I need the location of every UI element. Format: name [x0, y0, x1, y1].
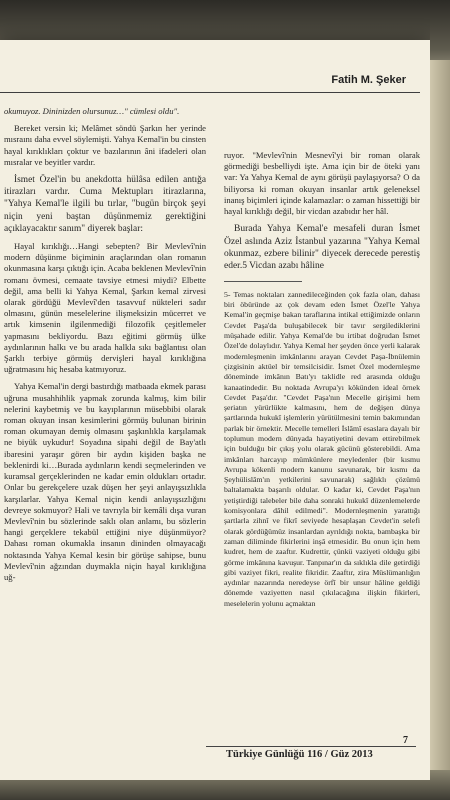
right-column: [224, 150, 420, 609]
running-header-author: Fatih M. Şeker: [331, 74, 406, 86]
paragraph: Hayal kırıklığı…Hangi sebepten? Bir Mevlevî'nin modern düşünme biçiminin araçlarından olan romanın okunmasına karşı çıktığı için. Acaba beklenen Mevlevî'nin romanı övmesi, cemaate tavsiye etmesi miydi? Elbette değil, ama belli ki Yahya Kemal, Şarkın kemal zirvesi olarak gördüğü Mevlevî'den tasavvuf nükteleri sadır olmasını, günün meselelerine ilişmeksizin mücerret ve artık kimsenin ilgilenmediği filozofik çeşitlemeler yapmasını bekliyordu. Bazı eğitimi görmüş ülke aydınlarının halkı ve bu arada halkla sıkı bağlantısı olan Şarklı terbiye görmüş dervişleri hayal kırıklığına uğratmasını hiç hesaba katmıyoruz.: [4, 241, 206, 375]
paragraph: İsmet Özel'in bu anekdotta hülâsa edilen antığa itirazları vardır. Cuma Mektupları itirazlarına, "Yahya Kemal'le ilgili bu tırlar, "bugün birçok şeyi niçin yeni baştan düşünmemiz gerektiğini açıklayacaktır sanım" diyerek başlar:: [4, 175, 206, 234]
paragraph: Yahya Kemal'in dergi bastırdığı matbaada ekmek parası uğruna musahhihlik yapmak zorunda kalmış, kim bilir nelerini kaybetmiş ve bu kayıplarının müsebbibi olarak roman okuyan insan kesimlerini görmüş bulunan birinin roman okumayan demiş olmasını şaşkınlıkla karşılamak ne biyük uykudur! Soyadına sipahi değil de Bay'atlı ibaresini yaraşır gören bir aydın kişiden başka ne beklenirdi ki…Burada aydınların kendi seçmelerinden ve kuramsal gerçeklerinden ne kadar emin oldukları ortadır. Onlar bu gerekçelere uzak düşen her şeyi anlayışsızlıkla karşılarlar. Yahya Kemal niçin kendi anlayışsızlığını devreye sokmuyor? Hali ve tavrıyla bir kemâli dışa vuran Mevlevî'nin bu sözlerinde saklı olan anlamı, bu sözlerin hangi gerçeklere tekabül ettiğini niye düşünmüyor? Dahası roman okumakla insanın dininden olmayacağı noktasında Yahya Kemal kesin bir görüşe sahipse, bunu Mevlevî'nin ağzından duymakla niçin hayal kırıklığına uğ-: [4, 381, 206, 582]
footnote-rule: [224, 281, 302, 282]
footnote: [224, 290, 420, 609]
paragraph: ruyor. "Mevlevî'nin Mesnevî'yi bir roman olarak görmediği besbelliydi işte. Ama için bir de öteki yanı var: Ya Yahya Kemal de aynı görüşü paylaşıyorsa? O da biliyorsa ki roman okuyan insanlar artık geleneksel inanış biçimleri içinde kalamazlar: o zaman hissettiği bir hayal kırıklığı değil, bir vicdan azabıdır her hâl.: [224, 150, 420, 217]
paragraph-large: Burada Yahya Kemal'e mesafeli duran İsmet Özel aslında Aziz İstanbul yazarına "Yahya Kemal okunmaz, ezbere bilinir" diyecek derecede perestiş eder.5 Vicdan azabı hâline: [224, 224, 420, 272]
paragraph: Bereket versin ki; Melâmet söndü Şarkın her yerinde mısraını daha evvel söylemişti. Yahya Kemal'in bu cinsten hayal kırıklıkları çoktur ve bazılarının âni ifadeleri olan mısralar ve beyitler vardır.: [4, 123, 206, 167]
footnote-number: 5-: [224, 289, 231, 299]
left-column: [4, 106, 206, 589]
footer-rule: [206, 746, 416, 747]
paragraph: okumuyoz. Dininizden olursunuz…" cümlesi oldu".: [4, 106, 180, 116]
page-edge: [430, 60, 450, 780]
footnote-text: Temas noktaları zannedileceğinden çok fazla olan, dahası biri öbüründe az çok devam eden İsmet Özel'le Yahya Kemal'in geçmişe bakan taraflarına intikal ettiğimizde onların Cevdet Paşa'da buluşabilecek bir tavır sergilediklerini müşahade edilir. Yahya Kemal'de bu irtibat doğrudan İsmet Özel'de dolaylıdır. Yahya Kemal her şeyden önce yerli kalarak modernleşmenin imkânlarını arayan Cevdet Paşa-İbnülemin çizgisinin aktüel bir temsilcisidir. İsmet Özel modernleşme döneminde imkânın Batı'yı taklidle red arasında olduğu kanaatindedir. Bu noktada Avrupa'yı kökünden ideal örnek Cevdet Paşa'dır. "Cevdet Paşa'nın Mecelle girişimi hem şeriatın yürürlükte kalmasını, hem de değişen dünya şartlarında hukukî işlemlerin yürütülmesini temin bakımından parlak bir örnektir. Mecelle temelleri İslâmî esaslara dayalı bir toplumun modern dünyada hayatiyetini devam ettirebilmek için bulduğu bir çıkış yolu olarak gücünü gösterebildi. Ama imkânları harcayıp mümkünlere meyledenler (bir kısmu Avrupa kökenli modern kanunu savunarak, bir kısmı da Şeyhülislâm'ın yetkilerini savunarak) sağlıklı çözümü baltalamakta başarılı oldular. O kadar ki, Cevdet Paşa'nın yetiştirdiği talebeler bile daha sonraki hukukî düzenlemelerde komisyonlara dâhil edilmedi". Modernleşmenin yarattığı şartlarla zihnî ve fikrî seviyede hesaplaşan Cevdet'in selefi olarak gördüğümüz insanlardan ayrıldığı nokta, bambaşka bir zaman diliminde fikirlerini inşâ etmesidir. Bu onun için hem kudret, hem de zaaftır. Kudrettir, çünkü vaziyeti olduğu gibi görme imkânına kavuşur. Tanpınar'ın da sıklıkla dile getirdiği gibi vaziyet fikri, realite fikridir. Zaaftır, zira Müslümanlığın aydınlar nazarında neredeyse örfî bir unsur hâline geldiği dönemde vaziyetten nasıl çıkılacağına ilişkin fikirleri, meselelerin yolunu açmaktan: [224, 289, 420, 608]
header-rule: [0, 92, 420, 93]
journal-footer: Türkiye Günlüğü 116 / Güz 2013: [226, 749, 373, 760]
page-number: 7: [403, 735, 408, 746]
